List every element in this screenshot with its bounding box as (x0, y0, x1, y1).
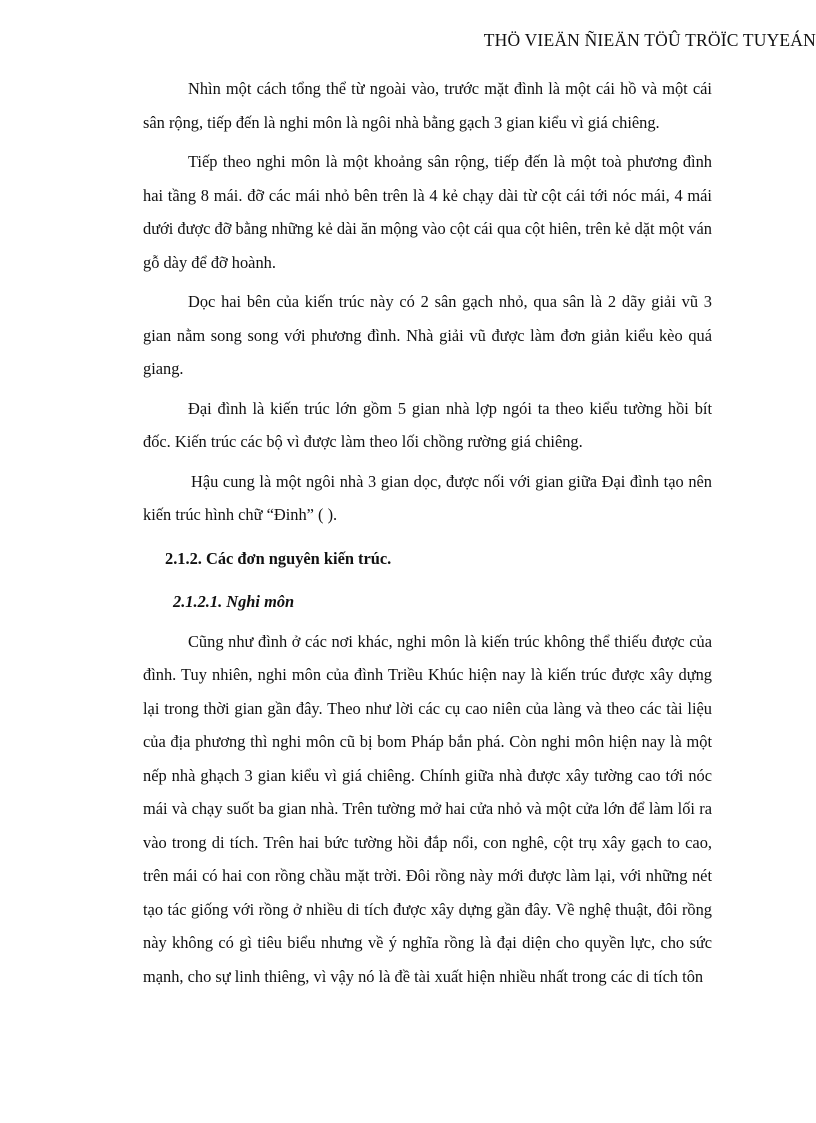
paragraph-nghi-mon: Cũng như đình ở các nơi khác, nghi môn là kiến trúc không thể thiếu được của đình. Tuy nhiên, nghi môn của đình Triều Khúc hiện nay là kiến trúc được xây dựng lại trong thời gian gần đây. Theo như lời các cụ cao niên của làng và theo các tài liệu của địa phương thì nghi môn cũ bị bom Pháp bắn phá. Còn nghi môn hiện nay là một nếp nhà ghạch 3 gian kiểu vì giá chiêng. Chính giữa nhà được xây tường cao tới nóc mái và chạy suốt ba gian nhà. Trên tường mở hai cửa nhỏ và một cửa lớn để làm lối ra vào trong di tích. Trên hai bức tường hồi đắp nổi, con nghê, cột trụ xây gạch to cao, trên mái có hai con rồng chầu mặt trời. Đôi rồng này mới được làm lại, với những nét tạo tác giống với rồng ở nhiều di tích được xây dựng gần đây. Về nghệ thuật, đôi rồng này không có gì tiêu biểu nhưng về ý nghĩa rồng là đại diện cho quyền lực, cho sức mạnh, cho sự linh thiêng, vì vậy nó là đề tài xuất hiện nhiều nhất trong các di tích tôn (143, 631, 712, 986)
paragraph-hau-cung: Hậu cung là một ngôi nhà 3 gian dọc, được nối với gian giữa Đại đình tạo nên kiến trúc hình chữ “Đinh” ( ). (143, 471, 712, 524)
paragraph-overview: Nhìn một cách tổng thể từ ngoài vào, trước mặt đình là một cái hồ và một cái sân rộng, tiếp đến là nghi môn là ngôi nhà bằng gạch 3 gian kiểu vì giá chiêng. (143, 79, 712, 132)
paragraph-giai-vu: Dọc hai bên của kiến trúc này có 2 sân gạch nhỏ, qua sân là 2 dãy giải vũ 3 gian nằm song song với phương đình. Nhà giải vũ được làm đơn giản kiểu kèo quá giang. (143, 292, 712, 378)
document-body (143, 72, 712, 999)
paragraph-phuong-dinh: Tiếp theo nghi môn là một khoảng sân rộng, tiếp đến là một toà phương đình hai tầng 8 mái. đỡ các mái nhỏ bên trên là 4 kẻ chạy dài từ cột cái tới nóc mái, 4 mái dưới được đỡ bằng những kẻ dài ăn mộng vào cột cái qua cột hiên, trên kẻ dặt một ván gỗ dày để đỡ hoành. (143, 152, 712, 272)
section-heading: 2.1.2. Các đơn nguyên kiến trúc. (165, 548, 392, 568)
paragraph-dai-dinh: Đại đình là kiến trúc lớn gồm 5 gian nhà lợp ngói ta theo kiểu tường hồi bít đốc. Kiến trúc các bộ vì được làm theo lối chồng rường giá chiêng. (143, 398, 712, 451)
subsection-heading: 2.1.2.1. Nghi môn (173, 592, 295, 611)
page-header: THÖ VIEÄN ÑIEÄN TÖÛ TRÖÏC TUYEÁN (483, 30, 816, 50)
